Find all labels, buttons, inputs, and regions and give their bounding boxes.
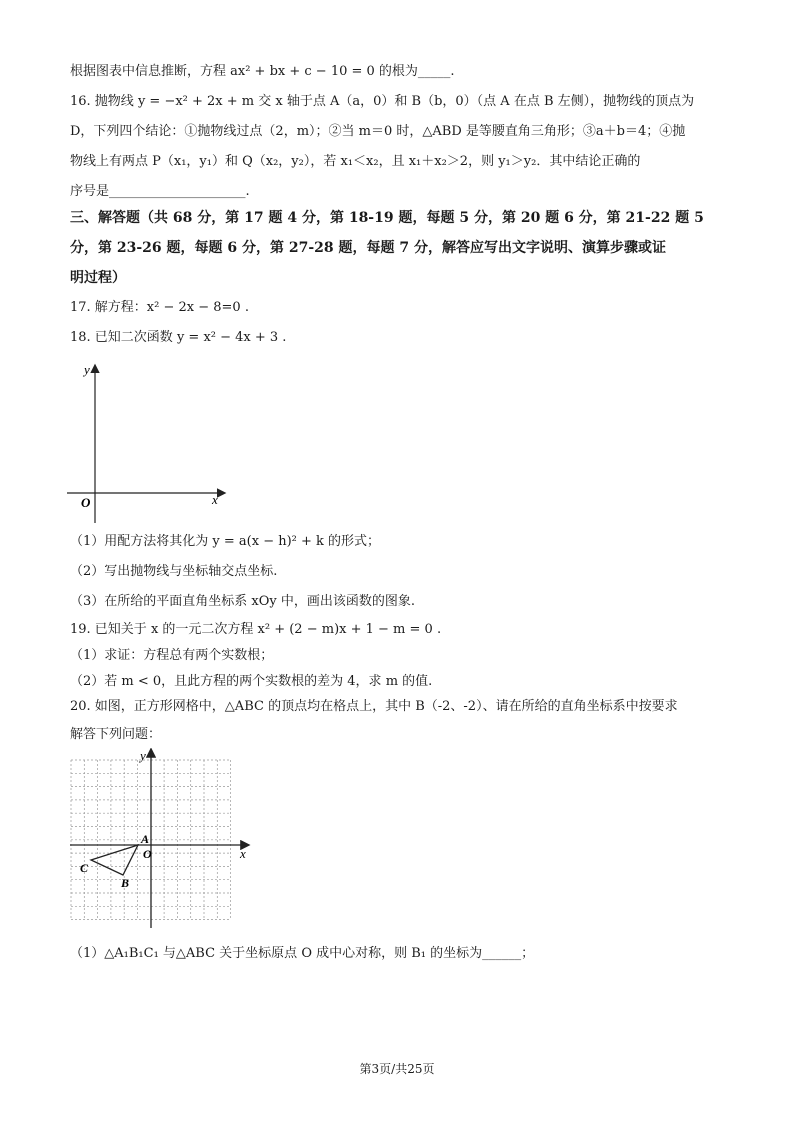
- page-footer: 第3页/共25页: [359, 1062, 435, 1076]
- question-20-line-1: 20. 如图，正方形网格中，△ABC 的顶点均在格点上，其中 B（-2、-2）、请在所给的直角坐标系中按要求: [70, 699, 678, 714]
- section-3-heading-line-2: 分，第 23-26 题，每题 6 分，第 27-28 题，每题 7 分，解答应写出文字说明、演算步骤或证: [70, 240, 667, 256]
- question-18-part-2: （2）写出抛物线与坐标轴交点坐标.: [70, 564, 278, 579]
- question-17: 17. 解方程：x² − 2x − 8=0 .: [70, 300, 249, 315]
- question-16-line-1: 16. 抛物线 y = −x² + 2x + m 交 x 轴于点 A（a，0）和 B（b，0）（点 A 在点 B 左侧），抛物线的顶点为: [70, 94, 695, 109]
- question-16-line-3: 物线上有两点 P（x₁，y₁）和 Q（x₂，y₂），若 x₁＜x₂，且 x₁＋x₂＞2，则 y₁＞y₂．其中结论正确的: [70, 154, 641, 169]
- x-axis-label: x: [212, 492, 218, 507]
- point-b-label: B: [121, 876, 130, 890]
- question-19-part-2: （2）若 m < 0，且此方程的两个实数根的差为 4，求 m 的值.: [70, 674, 433, 689]
- question-20-line-2: 解答下列问题：: [70, 727, 162, 742]
- section-3-heading-line-3: 明过程）: [70, 270, 126, 286]
- question-16-line-4: 序号是_____________________.: [70, 184, 250, 199]
- question-18-part-3: （3）在所给的平面直角坐标系 xOy 中，画出该函数的图象.: [70, 594, 416, 609]
- question-19: 19. 已知关于 x 的一元二次方程 x² + (2 − m)x + 1 − m = 0 .: [70, 622, 442, 637]
- question-18-coordinate-axes: [62, 358, 242, 528]
- question-18: 18. 已知二次函数 y = x² − 4x + 3 .: [70, 330, 287, 345]
- triangle-abc: [91, 845, 138, 875]
- x-axis-label: x: [240, 846, 246, 861]
- section-3-heading-line-1: 三、解答题（共 68 分，第 17 题 4 分，第 18-19 题，每题 5 分，第 20 题 6 分，第 21-22 题 5: [70, 210, 704, 226]
- point-c-label: C: [80, 861, 89, 875]
- y-axis-label: y: [84, 362, 90, 377]
- question-16-line-2: D，下列四个结论：①抛物线过点（2，m）；②当 m＝0 时，△ABD 是等腰直角三角形；③a＋b＝4；④抛: [70, 124, 686, 139]
- origin-label: O: [143, 847, 152, 861]
- question-19-part-1: （1）求证：方程总有两个实数根；: [70, 648, 274, 663]
- text-line-equation-root: 根据图表中信息推断，方程 ax² + bx + c − 10 = 0 的根为_____.: [70, 64, 455, 79]
- question-20-grid-figure: [66, 748, 256, 933]
- question-18-part-1: （1）用配方法将其化为 y = a(x − h)² + k 的形式；: [70, 534, 381, 549]
- origin-label: O: [81, 495, 91, 510]
- question-20-part-1: （1）△A₁B₁C₁ 与△ABC 关于坐标原点 O 成中心对称，则 B₁ 的坐标为______；: [70, 946, 535, 961]
- point-a-label: A: [141, 832, 150, 846]
- y-axis-label: y: [140, 748, 146, 763]
